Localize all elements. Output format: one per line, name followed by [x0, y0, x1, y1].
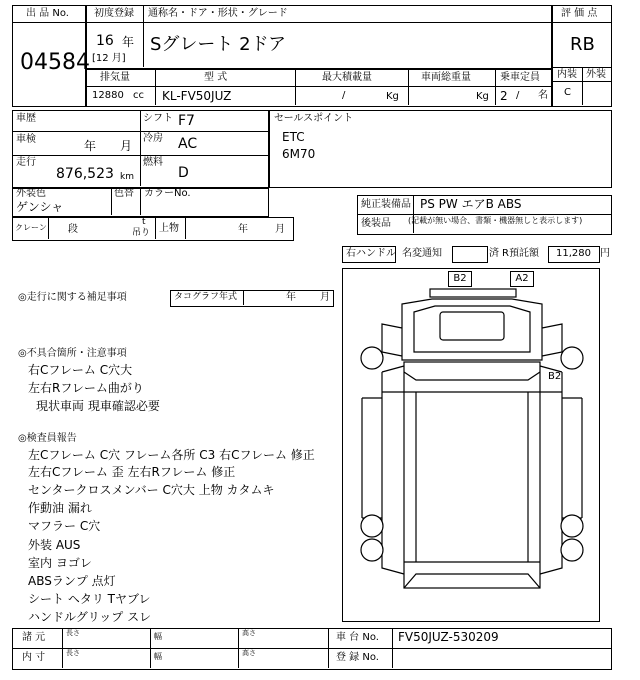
inspector-note: ハンドルグリップ スレ	[28, 610, 152, 624]
color-code-label: カラーNo.	[144, 188, 191, 199]
ac-label: 冷房	[143, 133, 163, 144]
crane-stage-unit: 段	[68, 224, 78, 235]
max-load-label: 最大積載量	[322, 72, 372, 83]
aftermarket-label: 後装品	[361, 218, 391, 229]
mileage-value: 876,523	[56, 166, 114, 182]
first-reg-label: 初度登録	[94, 8, 134, 19]
crane-box	[12, 217, 294, 241]
interior-dim-label: 内 寸	[22, 652, 46, 663]
history-label: 車歴	[16, 113, 36, 124]
interior-label: 内装	[557, 69, 577, 80]
defect-item: 現状車両 現車確認必要	[36, 399, 160, 413]
defect-item: 左右Rフレーム曲がり	[28, 381, 144, 395]
inspector-note: センタークロスメンバー C穴大 上物 カタムキ	[28, 483, 275, 497]
displacement-label: 排気量	[100, 72, 130, 83]
defects-label: ◎不具合箇所・注意事項	[18, 348, 127, 359]
inspector-label: ◎検査員報告	[18, 433, 77, 444]
defect-item: 右Cフレーム C穴大	[28, 363, 133, 377]
footer-box	[12, 628, 612, 670]
displacement-value: 12880	[92, 90, 124, 101]
tachograph-label: タコグラフ年式	[174, 292, 238, 302]
truck-outline-icon	[342, 268, 600, 622]
sales-point: 6M70	[282, 147, 316, 161]
sales-points-label: セールスポイント	[274, 113, 354, 124]
tachograph-month-unit: 月	[320, 292, 330, 303]
chassis-label: 車 台 No.	[336, 632, 379, 643]
r-deposit-amount: 11,280	[556, 248, 591, 259]
deck-year-unit: 年	[238, 224, 248, 235]
name-change-label: 名変通知	[402, 248, 442, 259]
height-label: 高さ	[242, 629, 256, 637]
length-label: 長さ	[66, 629, 80, 637]
inspector-note: 左Cフレーム C穴 フレーム各所 C3 右Cフレーム 修正	[28, 448, 315, 462]
damage-mark: B2	[548, 371, 562, 382]
crane-ton-unit: t	[142, 217, 146, 227]
model-label: 通称名・ドア・形状・グレード	[148, 8, 288, 19]
yen-unit: 円	[600, 248, 610, 259]
length-label: 長さ	[66, 649, 80, 657]
tachograph-year-unit: 年	[286, 292, 296, 303]
month-value: [12 月]	[92, 53, 126, 64]
inspector-note: 外装 AUS	[28, 538, 81, 552]
grade-text: Sグレート 2ドア	[150, 34, 287, 55]
name-change-field	[452, 246, 488, 263]
sales-point: ETC	[282, 130, 305, 144]
capacity-separator: /	[516, 90, 520, 101]
gross-weight-label: 車両総重量	[421, 72, 471, 83]
r-deposit-label: R預託額	[502, 248, 539, 259]
max-load-separator: /	[342, 90, 346, 101]
ac-value: AC	[178, 136, 198, 152]
shift-label: シフト	[143, 113, 173, 124]
equipment-label: 純正装備品	[361, 199, 411, 210]
width-label: 幅	[154, 652, 162, 661]
shift-value: F7	[178, 113, 195, 129]
chassis-number: FV50JUZ-530209	[398, 630, 499, 644]
type-label: 型 式	[204, 72, 228, 83]
year-unit: 年	[122, 35, 135, 49]
deck-label: 上物	[159, 223, 179, 234]
max-load-unit: Kg	[386, 91, 399, 102]
height-label: 高さ	[242, 649, 256, 657]
inspection-label: 車検	[16, 134, 36, 145]
aftermarket-note: (記載が無い場合、書類・機器無しと表示します)	[408, 216, 583, 225]
fuel-label: 燃料	[143, 157, 163, 168]
color-change-label: 色替	[114, 188, 134, 199]
rating-label: 評 価 点	[561, 8, 598, 19]
recycle-label: 済	[489, 248, 499, 259]
width-label: 幅	[154, 632, 162, 641]
inspector-note: マフラー C穴	[28, 519, 101, 533]
color-label: 外装色	[16, 188, 46, 199]
capacity-value: 2	[500, 89, 508, 103]
crane-lift-label: 吊り	[132, 228, 151, 238]
model-code: KL-FV50JUZ	[162, 89, 232, 103]
exterior-grade: C	[564, 87, 571, 98]
year-value: 16	[96, 33, 114, 49]
inspector-note: シート ヘタリ Tヤブレ	[28, 592, 151, 606]
mileage-unit: km	[120, 172, 134, 182]
registration-label: 登 録 No.	[336, 652, 379, 663]
rating-value: RB	[570, 34, 595, 55]
damage-mark: A2	[510, 271, 534, 287]
inspector-note: ABSランプ 点灯	[28, 574, 116, 588]
inspector-note: 室内 ヨゴレ	[28, 556, 92, 570]
equipment-value: PS PW エアB ABS	[420, 197, 522, 211]
lot-label: 出 品 No.	[26, 8, 69, 19]
inspection-month-unit: 月	[120, 139, 133, 153]
damage-mark: B2	[448, 271, 472, 287]
capacity-label: 乗車定員	[500, 72, 540, 83]
lot-number: 04584	[20, 50, 90, 75]
handle-value: 右ハンドル	[346, 248, 396, 259]
deck-month-unit: 月	[275, 224, 285, 235]
crane-label: クレーン	[15, 223, 47, 232]
inspector-note: 作動油 漏れ	[28, 501, 92, 515]
displacement-unit: cc	[133, 90, 144, 101]
inspection-year-unit: 年	[84, 139, 97, 153]
mileage-label: 走行	[16, 157, 36, 168]
gross-weight-unit: Kg	[476, 91, 489, 102]
exterior-label: 外装	[586, 69, 606, 80]
driving-notes-label: ◎走行に関する補足事項	[18, 292, 127, 303]
specs-row-label: 諸 元	[22, 632, 46, 643]
inspector-note: 左右Cフレーム 歪 左右Rフレーム 修正	[28, 465, 236, 479]
color-value: ゲンシャ	[16, 200, 64, 214]
fuel-value: D	[178, 165, 189, 181]
capacity-unit: 名	[538, 90, 548, 101]
